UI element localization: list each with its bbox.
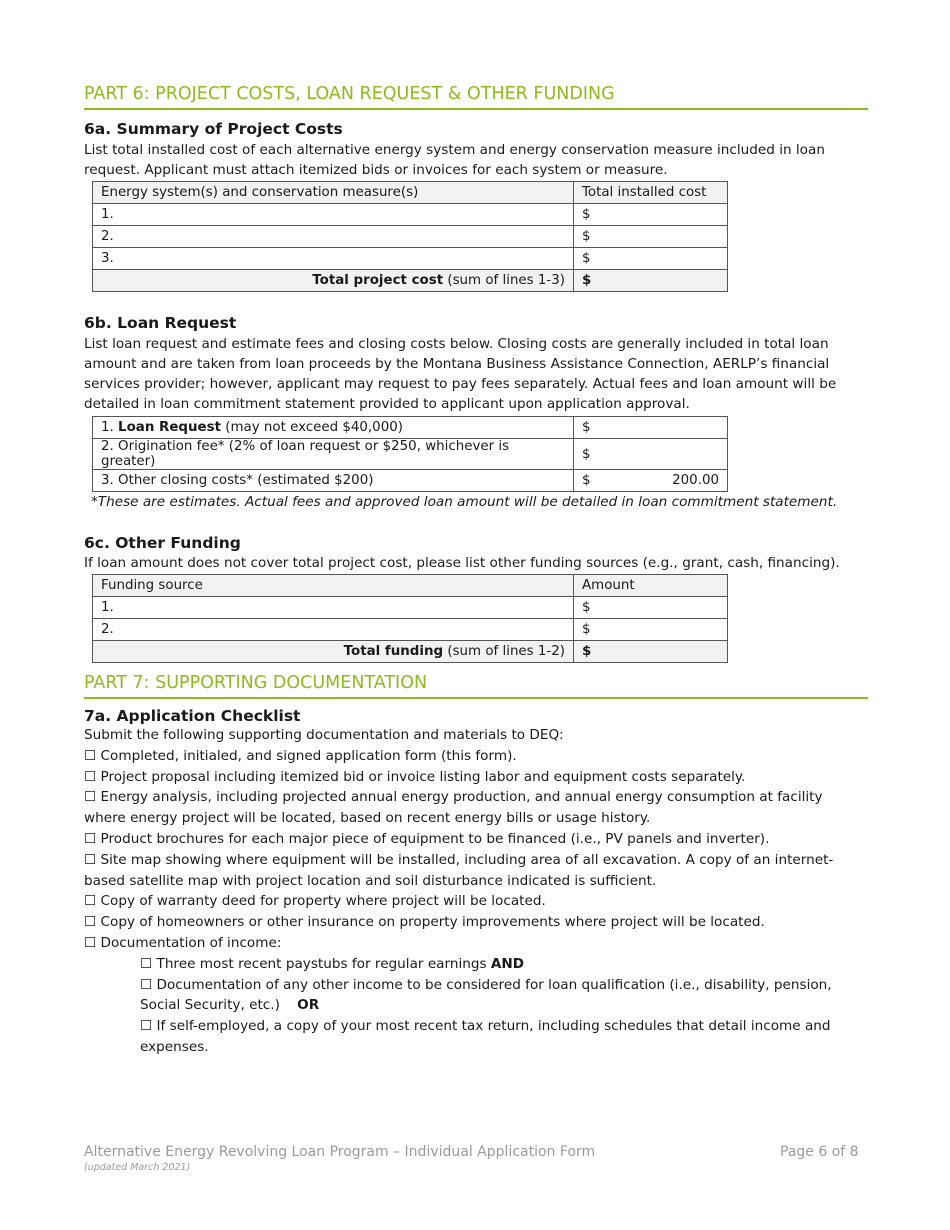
table-row (93, 248, 728, 270)
checklist-item: ☐ Product brochures for each major piece of equipment to be financed (i.e., PV panels and inverter). (84, 830, 770, 847)
income-subitems (84, 954, 868, 1058)
table-row (93, 439, 728, 470)
loan-request-table (92, 416, 728, 492)
checklist-item: ☐ Project proposal including itemized bid or invoice listing labor and equipment costs separately. (84, 768, 746, 785)
section-6a-heading: 6a. Summary of Project Costs (84, 120, 343, 138)
checkbox[interactable]: ☐ (84, 747, 97, 764)
table-row (93, 226, 728, 248)
total-project-cost-label: Total project cost (sum of lines 1-3) (93, 270, 574, 292)
checklist-item: ☐ Completed, initialed, and signed application form (this form). (84, 747, 517, 764)
table-row (93, 417, 728, 439)
checklist-subitem: ☐ Documentation of any other income to be considered for loan qualification (i.e., disability, pension, Social Security, etc.) OR (140, 976, 836, 1014)
funding-source-line-1[interactable]: 1. (93, 597, 574, 619)
funding-source-line-2[interactable]: 2. (93, 619, 574, 641)
checklist-item: ☐ Copy of homeowners or other insurance on property improvements where project will be located. (84, 914, 765, 931)
section-7a-heading: 7a. Application Checklist (84, 707, 301, 725)
section-6a-intro: List total installed cost of each alternative energy system and energy conservation measure included in loan request. Applicant must attach itemized bids or invoices for each system or measure. (84, 142, 825, 178)
col-header-amount: Amount (574, 575, 728, 597)
application-checklist (84, 746, 868, 1058)
checklist-intro: Submit the following supporting documentation and materials to DEQ: (84, 727, 564, 743)
amount-line-2[interactable]: $ (574, 619, 728, 641)
origination-fee-field[interactable]: $ (574, 439, 728, 470)
col-header-cost: Total installed cost (574, 182, 728, 204)
system-line-1[interactable]: 1. (93, 204, 574, 226)
closing-costs-label: 3. Other closing costs* (estimated $200) (93, 470, 574, 492)
table-header-row (93, 182, 728, 204)
system-line-3[interactable]: 3. (93, 248, 574, 270)
part7-title: PART 7: SUPPORTING DOCUMENTATION (84, 673, 868, 699)
amount-line-1[interactable]: $ (574, 597, 728, 619)
estimate-note: *These are estimates. Actual fees and approved loan amount will be detailed in loan commitment statement. (91, 494, 838, 510)
table-row (93, 470, 728, 492)
system-line-2[interactable]: 2. (93, 226, 574, 248)
section-6b-intro: List loan request and estimate fees and closing costs below. Closing costs are generally included in total loan amount and are taken from loan proceeds by the Montana Business Assistance Connection, AERLP’s financial services provider; however, applicant may request to pay fees separately. Actual fees and loan amount will be detailed in loan commitment statement provided to applicant upon application approval. (84, 336, 837, 412)
project-costs-table (92, 181, 728, 292)
cost-line-1[interactable]: $ (574, 204, 728, 226)
col-header-funding-source: Funding source (93, 575, 574, 597)
checkbox[interactable]: ☐ (84, 830, 97, 847)
total-row (93, 641, 728, 663)
footer-updated: (updated March 2021) (84, 1162, 191, 1173)
checkbox[interactable]: ☐ (140, 976, 153, 993)
checklist-item: ☐ Documentation of income: (84, 934, 282, 951)
checkbox[interactable]: ☐ (84, 768, 97, 785)
loan-request-field[interactable]: $ (574, 417, 728, 439)
table-row (93, 204, 728, 226)
footer-title: Alternative Energy Revolving Loan Program – Individual Application Form (84, 1144, 596, 1160)
total-funding-field[interactable]: $ (574, 641, 728, 663)
cost-line-2[interactable]: $ (574, 226, 728, 248)
checklist-subitem: ☐ If self-employed, a copy of your most recent tax return, including schedules that detail income and expenses. (140, 1018, 831, 1055)
table-header-row (93, 575, 728, 597)
checkbox[interactable]: ☐ (140, 1018, 153, 1035)
checklist-item: ☐ Site map showing where equipment will be installed, including area of all excavation. A copy of an internet-based satellite map with project location and soil disturbance indicated is sufficient. (84, 851, 834, 889)
total-funding-label: Total funding (sum of lines 1-2) (93, 641, 574, 663)
closing-costs-value: 200.00 (672, 473, 719, 488)
checklist-item: ☐ Copy of warranty deed for property where project will be located. (84, 893, 546, 910)
section-6b-heading: 6b. Loan Request (84, 314, 237, 332)
other-funding-table (92, 574, 728, 663)
col-header-systems: Energy system(s) and conservation measure(s) (93, 182, 574, 204)
loan-request-label: 1. Loan Request (may not exceed $40,000) (93, 417, 574, 439)
checklist-item: ☐ Energy analysis, including projected annual energy production, and annual energy consumption at facility where energy project will be located, based on recent energy bills or usage history. (84, 789, 823, 827)
total-project-cost-field[interactable]: $ (574, 270, 728, 292)
checkbox[interactable]: ☐ (84, 934, 97, 951)
checklist-subitem: ☐ Three most recent paystubs for regular earnings AND (140, 955, 525, 972)
section-6c-intro: If loan amount does not cover total project cost, please list other funding sources (e.g., grant, cash, financing). (84, 555, 840, 571)
total-row (93, 270, 728, 292)
part6-title: PART 6: PROJECT COSTS, LOAN REQUEST & OTHER FUNDING (84, 84, 868, 110)
checkbox[interactable]: ☐ (84, 893, 97, 910)
closing-costs-field[interactable]: $ 200.00 (574, 470, 728, 492)
page-number: Page 6 of 8 (780, 1144, 859, 1160)
checkbox[interactable]: ☐ (84, 914, 97, 931)
checkbox[interactable]: ☐ (84, 789, 97, 806)
checkbox[interactable]: ☐ (140, 955, 153, 972)
origination-fee-label: 2. Origination fee* (2% of loan request or $250, whichever is greater) (93, 439, 574, 470)
section-6c-heading: 6c. Other Funding (84, 534, 241, 552)
document-page (84, 0, 868, 1058)
checkbox[interactable]: ☐ (84, 851, 97, 868)
table-row (93, 597, 728, 619)
table-row (93, 619, 728, 641)
cost-line-3[interactable]: $ (574, 248, 728, 270)
